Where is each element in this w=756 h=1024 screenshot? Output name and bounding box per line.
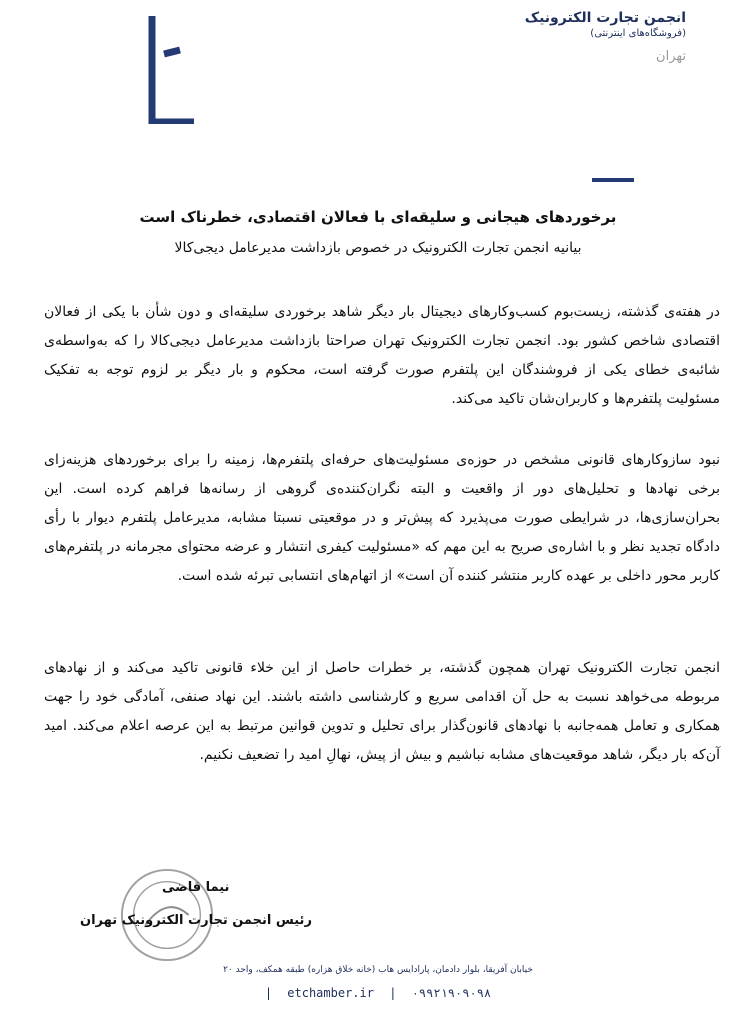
signer-role: رئیس انجمن تجارت الکترونیک تهران [80,913,312,928]
document-subtitle: بیانیه انجمن تجارت الکترونیک در خصوص بازداشت مدیرعامل دیجی‌کالا [174,240,582,256]
signer-name: نیما قاضی [162,880,230,895]
org-city: تهران [656,49,686,64]
footer-separator: | [264,986,273,1000]
org-subtitle: (فروشگاه‌های اینترنتی) [590,28,686,39]
paragraph-1: در هفته‌ی گذشته، زیست‌بوم کسب‌وکارهای دیجیتال بار دیگر شاهد برخوردی سلیقه‌ای و دون شأن با یکی از فعالان اقتصادی شاخص کشور بود. انجمن تجارت الکترونیک تهران صراحتا بازداشت مدیرعامل دیجی‌کالا را که به‌واسطه‌ی شائبه‌ی خطای یکی از فروشندگان این پلتفرم صورت گرفته است، محکوم و بار دیگر بر لزوم توجه به تفکیک مسئولیت پلتفرم‌ها و کاربران‌شان تاکید می‌کند. [44,304,720,407]
footer-website[interactable]: etchamber.ir [287,986,374,1000]
org-header [525,10,686,64]
header-divider [592,178,634,182]
footer-separator: | [389,986,397,1000]
org-name: انجمن تجارت الکترونیک [524,10,686,26]
chamber-logo-icon [148,14,198,124]
footer-address: خیابان آفریقا، بلوار دادمان، پارادایس هاب (خانه خلاق هزاره) طبقه همکف، واحد ۲۰ [223,965,533,975]
paragraph-2: نبود سازوکارهای قانونی مشخص در حوزه‌ی مسئولیت‌های حرفه‌ای پلتفرم‌ها، زمینه را برای برخوردهای هزینه‌زای برخی نهادها و تحلیل‌های دور از واقعیت و البته نگران‌کننده‌ی گروهی از رسانه‌ها فراهم کرده است. این بحران‌سازی‌ها، در شرایطی صورت می‌پذیرد که پیش‌تر و در موقعیتی نسبتا مشابه، مدیرعامل پلتفرم دیوار با رأی دادگاه تجدید نظر و با اشاره‌ی صریح به این مهم که «مسئولیت کیفری انتشار و عرضه محتوای مجرمانه در پلتفرم‌های کاربر محور داخلی بر عهده کاربر منتشر کننده آن است» از اتهام‌های انتسابی تبرئه شده است. [44,452,720,584]
footer-contact [0,986,756,1000]
footer-phone: ۰۹۹۲۱۹۰۹۰۹۸ [411,986,492,1000]
document-title: برخوردهای هیجانی و سلیقه‌ای با فعالان اقتصادی، خطرناک است [139,208,617,226]
paragraph-3: انجمن تجارت الکترونیک تهران همچون گذشته، بر خطرات حاصل از این خلاء قانونی تاکید می‌کند و از نهادهای مربوطه می‌خواهد نسبت به حل آن اقدامی سریع و کارشناسی داشته باشند. این نهاد صنفی، آمادگی خود را جهت همکاری و تعامل همه‌جانبه با نهادهای قانون‌گذار برای تحلیل و تدوین قوانین مرتبط به این عرصه اعلام می‌کند. امید آن‌که بار دیگر، شاهد موقعیت‌های مشابه نباشیم و بیش از پیش، نهالِ امید را تضعیف نکنیم. [44,660,720,763]
